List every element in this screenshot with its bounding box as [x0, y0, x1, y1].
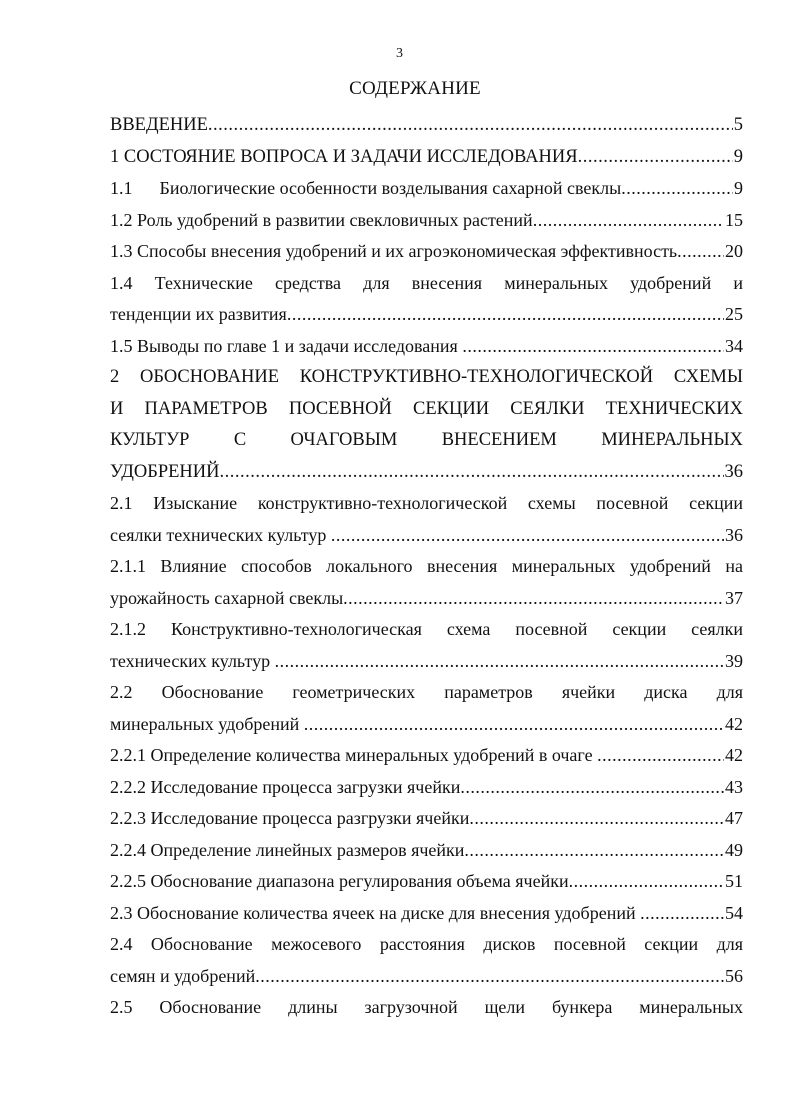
toc-entry-page: 42	[725, 745, 743, 765]
toc-entry-text: 2.3 Обоснование количества ячеек на диске для внесения удобрений	[110, 902, 641, 923]
toc-entry-text: урожайность сахарной свеклы	[110, 587, 344, 608]
toc-entry-line: КУЛЬТУР С ОЧАГОВЫМ ВНЕСЕНИЕМ МИНЕРАЛЬНЫХ	[110, 430, 743, 450]
toc-entry-text: 1.5 Выводы по главе 1 и задачи исследования	[110, 335, 463, 356]
toc-entry-line: 2.5 Обоснование длины загрузочной щели бункера минеральных	[110, 997, 743, 1017]
toc-entry-page: 37	[725, 587, 743, 608]
toc-entry-page: 56	[725, 965, 743, 986]
toc-entry	[110, 835, 743, 867]
toc-leader	[640, 898, 724, 930]
toc-entry-text: 1.2 Роль удобрений в развитии свекловичных растений	[110, 209, 533, 230]
toc-entry-text: 1.1 Биологические особенности возделывания сахарной свеклы	[110, 178, 622, 198]
toc-entry-line: 2.2 Обоснование геометрических параметров ячейки диска для	[110, 682, 743, 702]
toc-entry-page: 42	[725, 713, 743, 734]
page-number: 3	[396, 46, 403, 61]
toc-entry-text: 2.2.4 Определение линейных размеров ячейки	[110, 839, 465, 860]
toc-entry-page: 39	[725, 650, 743, 671]
toc-entry-page: 15	[725, 209, 743, 230]
toc-leader	[621, 173, 733, 205]
toc-entry-page: 49	[725, 839, 743, 860]
toc-entry-page: 9	[734, 178, 743, 198]
toc-entry-page: 9	[733, 146, 743, 167]
toc-leader	[343, 583, 724, 615]
toc-leader	[255, 961, 724, 993]
toc-entry	[110, 961, 743, 993]
toc-entry-page: 5	[733, 115, 743, 135]
toc-entry	[110, 142, 743, 174]
toc-entry-line: 1.4 Технические средства для внесения минеральных удобрений и	[110, 272, 743, 293]
table-of-contents	[110, 110, 743, 1024]
toc-entry-page: 20	[725, 241, 743, 261]
toc-leader	[578, 142, 733, 174]
toc-leader	[677, 236, 724, 268]
toc-leader	[460, 772, 724, 804]
toc-entry	[110, 803, 743, 835]
toc-entry-text: 1 СОСТОЯНИЕ ВОПРОСА И ЗАДАЧИ ИССЛЕДОВАНИЯ	[110, 146, 578, 167]
toc-entry-line: 2.1.1 Влияние способов локального внесения минеральных удобрений на	[110, 556, 743, 576]
toc-entry-text: семян и удобрений	[110, 965, 256, 986]
toc-entry-text: 1.3 Способы внесения удобрений и их агроэкономическая эффективность	[110, 241, 678, 261]
toc-entry-text: 2.2.2 Исследование процесса загрузки ячейки	[110, 776, 461, 797]
toc-leader	[331, 520, 724, 552]
toc-leader	[462, 331, 724, 363]
toc-entry	[110, 299, 743, 331]
toc-entry	[110, 772, 743, 804]
toc-entry-page: 25	[725, 304, 743, 324]
toc-entry-page: 54	[725, 902, 743, 923]
toc-entry	[110, 173, 743, 205]
toc-entry	[110, 331, 743, 363]
toc-entry	[110, 236, 743, 268]
toc-entry-text: 2.2.1 Определение количества минеральных удобрений в очаге	[110, 745, 598, 765]
toc-entry-text: тенденции их развития	[110, 304, 287, 324]
toc-entry-page: 43	[725, 776, 743, 797]
toc-entry	[110, 898, 743, 930]
toc-entry-text: минеральных удобрений	[110, 713, 304, 734]
toc-leader	[304, 709, 724, 741]
toc-entry-line: И ПАРАМЕТРОВ ПОСЕВНОЙ СЕКЦИИ СЕЯЛКИ ТЕХНИЧЕСКИХ	[110, 398, 743, 419]
toc-entry-page: 34	[725, 335, 743, 356]
toc-entry-text: 2.2.3 Исследование процесса разгрузки ячейки	[110, 808, 470, 828]
toc-entry-page: 36	[724, 461, 743, 482]
toc-entry-page: 36	[725, 524, 743, 545]
toc-entry-text: ВВЕДЕНИЕ	[110, 115, 208, 135]
toc-entry	[110, 520, 743, 552]
toc-entry-line: 2.1 Изыскание конструктивно-технологической схемы посевной секции	[110, 493, 743, 513]
toc-entry	[110, 740, 743, 772]
toc-leader	[469, 803, 724, 835]
toc-entry	[110, 457, 743, 489]
toc-entry	[110, 110, 743, 142]
toc-entry-text: технических культур	[110, 650, 275, 671]
toc-leader	[569, 866, 724, 898]
toc-entry	[110, 646, 743, 678]
toc-entry-text: 2.2.5 Обоснование диапазона регулирования объема ячейки	[110, 871, 569, 891]
toc-leader	[533, 205, 724, 237]
toc-leader	[464, 835, 724, 867]
toc-entry	[110, 866, 743, 898]
toc-leader	[208, 110, 733, 142]
toc-entry	[110, 205, 743, 237]
toc-entry-line: 2 ОБОСНОВАНИЕ КОНСТРУКТИВНО-ТЕХНОЛОГИЧЕСКОЙ СХЕМЫ	[110, 367, 743, 387]
toc-leader	[287, 299, 724, 331]
toc-leader	[220, 457, 724, 489]
toc-entry	[110, 583, 743, 615]
toc-entry-text: сеялки технических культур	[110, 524, 331, 545]
toc-leader	[275, 646, 724, 678]
toc-entry-page: 47	[725, 808, 743, 828]
toc-leader	[597, 740, 724, 772]
toc-entry-line: 2.4 Обоснование межосевого расстояния дисков посевной секции для	[110, 934, 743, 954]
toc-entry-line: 2.1.2 Конструктивно-технологическая схема посевной секции сеялки	[110, 619, 743, 639]
toc-entry-text: УДОБРЕНИЙ	[110, 461, 220, 482]
toc-entry-page: 51	[725, 871, 743, 891]
page-title: СОДЕРЖАНИЕ	[349, 78, 481, 99]
toc-entry	[110, 709, 743, 741]
